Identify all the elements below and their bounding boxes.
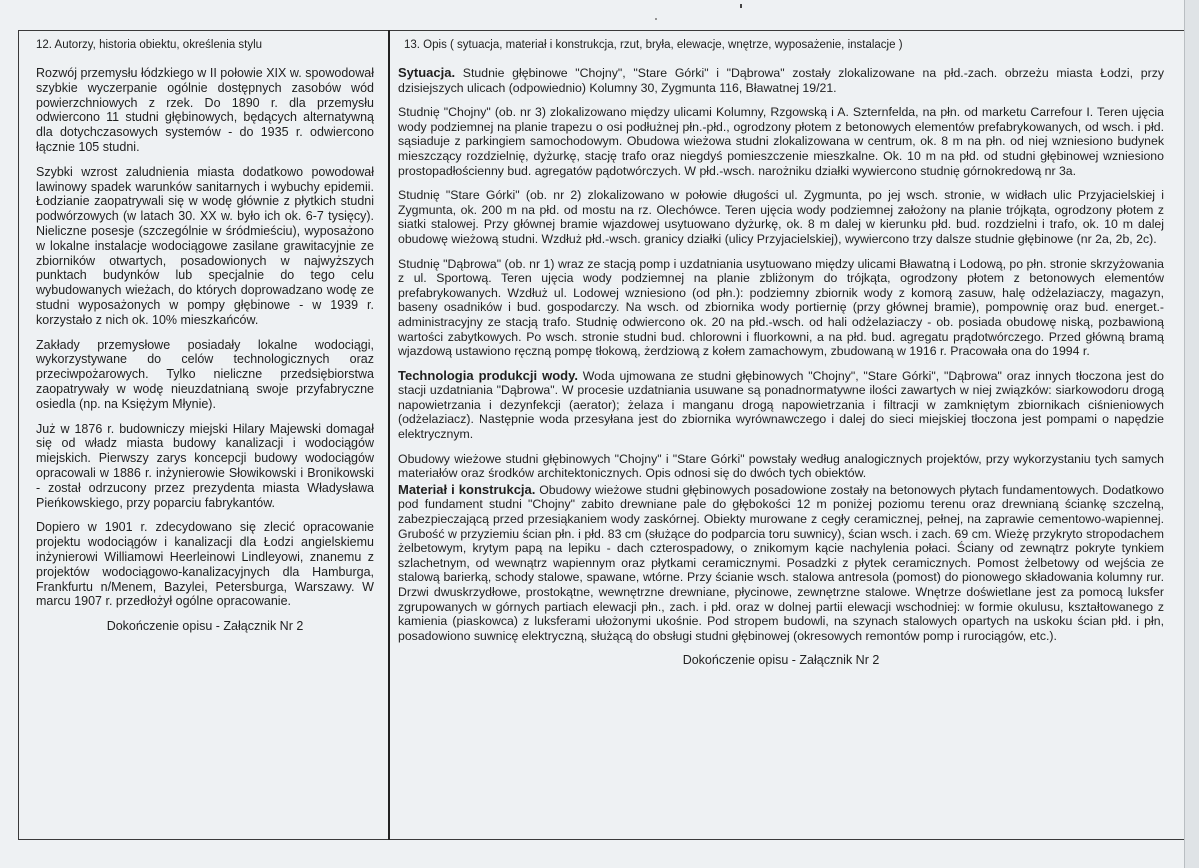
scan-edge [1184,0,1199,868]
continuation-note: Dokończenie opisu - Załącznik Nr 2 [682,653,880,668]
paragraph: Rozwój przemysłu łódzkiego w II połowie XIX w. spowodował szybkie wyczerpanie ogólnie dostępnych zasobów wód powierzchniowych z rzek. Do 1890 r. dla przemysłu odwiercono 11 studni głębinowych, będących alternatywną dla dotychczasowych systemów - do 1935 r. odwiercono łącznie 105 studni. [36,66,374,154]
paragraph-text: Woda ujmowana ze studni głębinowych "Chojny", "Stare Górki", "Dąbrowa" oraz innych tłoczona jest do stacji uzdatniania "Dąbrowa". W procesie uzdatniania usuwane są ponadnormatywne ilości zawartych w niej związków: siarkowodoru drogą napowietrzania i dezynfekcji (aerator); żelaza i manganu drogą napowietrzania i filtracji w zamkniętym zbiornikach ciśnieniowych (odżelaziacz). Następnie woda przesyłana jest do zbiornika wyrównawczego i dalej do sieci miejskiej tłoczona jest pompami o napędzie elektrycznym. [398,368,1164,442]
section-12-heading: 12. Autorzy, historia obiektu, określenia stylu [36,39,263,51]
paragraph-text: Studnie głębinowe "Chojny", "Stare Górki" i "Dąbrowa" zostały zlokalizowane na płd.-zach. obrzeżu miasta Łodzi, przy dzisiejszych ulicach (odpowiednio) Kolumny 30, Zygmunta 116, Bławatnej 19/21. [398,66,1164,95]
paragraph-stare-gorki: Studnię "Stare Górki" (ob. nr 2) zlokalizowano w połowie długości ul. Zygmunta, po jej wsch. stronie, w widłach ulic Przyjacielskiej i Zygmunta, ok. 200 m na płd. od mostu na rz. Olechówce. Teren ujęcia wody podziemnej założony na planie trójkąta, ogrodzony płotem z siatki stalowej. Przy głównej bramie wjazdowej usytuowano dyżurkę, ok. 8 m dalej w kierunku płd. bud. rozdzielni i trafo, ok. 10 m dalej obudowę wieżową studni. Wzdłuż płd.-wsch. granicy działki (ulicy Przyjacielskiej), wywiercono trzy dalsze studnie głębinowe (nr 2a, 2b, 2c). [398,188,1164,246]
paragraph: Już w 1876 r. budowniczy miejski Hilary Majewski domagał się od władz miasta budowy kanalizacji i wodociągów miejskich. Pierwszy zarys koncepcji budowy wodociągów opracowali w 1886 r. inżynierowie Słowikowski i Bronikowski - został odrzucony przez prezydenta miasta Władysława Pieńkowskiego, przy poparciu fabrykantów. [36,421,374,510]
paragraph-chojny: Studnię "Chojny" (ob. nr 3) zlokalizowano między ulicami Kolumny, Rzgowską i A. Szternfelda, na płn. od marketu Carrefour I. Teren ujęcia wody podziemnej na planie trapezu o osi podłużnej płn.-płd., ogrodzony płotem z betonowych elementów prefabrykowanych, od wsch. i płd. sąsiaduje z parkingiem samochodowym. Obudowa wieżowa studni zlokalizowana w centrum, ok. 8 m na płn. od niej wzniesiono budynek mieszczący rozdzielnię, dyżurkę, stację trafo oraz niegdyś pomieszczenie mieszkalne. Ok. 10 m na płd. od studni głębinowej wzniesiono prostopadłościenny bud. agregatów pądotwórczych. W płd.-wsch. narożniku działki wywiercono studnię górnokredową nr 3a. [398,105,1164,178]
section-13-heading: 13. Opis ( sytuacja, materiał i konstrukcja, rzut, bryła, elewacje, wnętrze, wyposażenie, instalacje ) [404,39,903,51]
paragraph-situation [398,66,1164,95]
lead-situation: Sytuacja. [398,65,456,80]
paragraph-material [398,483,1164,644]
paragraph-housings: Obudowy wieżowe studni głębinowych "Chojny" i "Stare Górki" powstały według analogicznych projektów, przy wykorzystaniu tych samych materiałów oraz środków architektonicznych. Opis odnosi się do dwóch tych obiektów. [398,451,1164,481]
paragraph: Szybki wzrost zaludnienia miasta dodatkowo powodował lawinowy spadek warunków sanitarnych i wybuchy epidemii. Łodzianie zaopatrywali się w wodę głównie z płytkich studni podwórzowych (w latach 30. XX w. było ich ok. 6-7 tysięcy). Nieliczne posesje (szczególnie w śródmieściu), wyposażono w lokalne instalacje wodociągowe zasilane grawitacyjnie ze zbiorników otwartych, posadowionych w najwyższych punktach budynków lub specjalnie do tego celu wybudowanych wieżach, do których doprowadzano wodę ze studni wyposażonych w pompy głębinowe - w 1939 r. korzystało z nich ok. 10% mieszkańców. [36,164,374,327]
paragraph-dabrowa: Studnię "Dąbrowa" (ob. nr 1) wraz ze stacją pomp i uzdatniania usytuowano między ulicami Bławatną i Lodową, po płn. stronie skrzyżowania z ul. Sportową. Teren ujęcia wody podziemnej na planie zbliżonym do trójkąta, ogrodzony płotem z betonowych elementów prefabrykowanych. Wzdłuż ul. Lodowej wzniesiono (od płn.): podziemny zbiornik wody z komorą zasuw, halę odżelaziaczy, magazyn, baseny osadników i bud. gospodarczy. Na wsch. od zbiornika wody portiernię (przy głównej bramie), pompownię oraz bud. energet.-administracyjny ze stacją trafo. Studnię odwiercono ok. 20 na płd.-wsch. od hali odżelaziaczy - ob. posiada obudowę niską, pozbawioną wartości zabytkowych. Po wsch. stronie studni bud. chlorowni i fluorkowni, a na płd. bud. agregatu prądotwórczego. Przed główną bramą wjazdową ustawiono ręczną pompę tłokową, żerdziową z kołem zamachowym, zbudowaną w 1916 r. Pracowała ona do 1994 r. [398,256,1164,359]
scan-speck [740,4,742,8]
paragraph-text: Obudowy wieżowe studni głębinowych posadowione zostały na betonowych płytach fundamentowych. Dodatkowo pod fundament studni "Chojny" zabito drewniane pale do głębokości 12 m poniżej poziomu terenu oraz drewnianą ściankę szczelną, zabezpieczającą przed przesiąkaniem wody zaskórnej. Obiekty murowane z cegły ceramicznej, pełnej, na zaprawie cementowo-wapiennej. Grubość w przyziemiu ścian płn. i płd. 83 cm (służące do podparcia toru suwnicy), ścian wsch. i zach. 69 cm. Wieżę przykryto stropodachem żelbetowym, krytym papą na lepiku - dach czterospadowy, o znikomym kącie nachylenia połaci. Ściany od zewnątrz pokryte tynkiem szlachetnym, od wewnątrz wapiennym oraz płytkami ceramicznymi. Posadzki z płytek ceramicznych. Pomost żelbetowy od wejścia ze stalową barierką, schody stalowe, spawane, wtórne. Przy ścianie wsch. stalowa antresola (pomost) do pionowego składowania kolumny rur. Drzwi dwuskrzydłowe, prostokątne, wewnętrzne drewniane, płycinowe, zewnętrzne stalowe. Wnętrze doświetlane jest za pomocą luksfer zgrupowanych w górnych partiach elewacji płn., zach. i płd. oraz w dolnej partii elewacji wschodniej: w formie okulusu, kształtowanego z kamienia (piaskowca) z luksferami ułożonymi ukośnie. Pod stropem budowli, na szynach stalowych opartych na uskoku ścian płd. i płn, posadowiono suwnicę elektryczną, służącą do obsługi studni głębinowej (okresowych remontów pomp i rurociągów, etc.). [398,482,1164,643]
lead-material: Materiał i konstrukcja. [398,481,536,497]
paragraph-technology [398,369,1164,442]
scan-speck [655,18,657,20]
column-divider [388,30,390,840]
paragraph: Dopiero w 1901 r. zdecydowano się zlecić opracowanie projektu wodociągów i kanalizacji dla Łodzi angielskiemu inżynierowi Williamowi Heerleinowi Lindleyowi, znanemu z projektów wodociągowo-kanalizacyjnych dla Hamburga, Frankfurtu n/Menem, Bazylei, Petersburga, Warszawy. W marcu 1907 r. przedłożył ogólne opracowanie. [36,520,374,609]
paragraph: Zakłady przemysłowe posiadały lokalne wodociągi, wykorzystywane do celów technologicznych oraz przeciwpożarowych. Tylko nieliczne przedsiębiorstwa zaopatrywały w wodę nieuzdatnianą swoje przyfabryczne osiedla (np. na Księżym Młynie). [36,337,374,411]
right-column [398,34,1164,667]
left-column [36,34,374,633]
lead-technology: Technologia produkcji wody. [398,367,578,383]
continuation-note: Dokończenie opisu - Załącznik Nr 2 [106,619,304,634]
